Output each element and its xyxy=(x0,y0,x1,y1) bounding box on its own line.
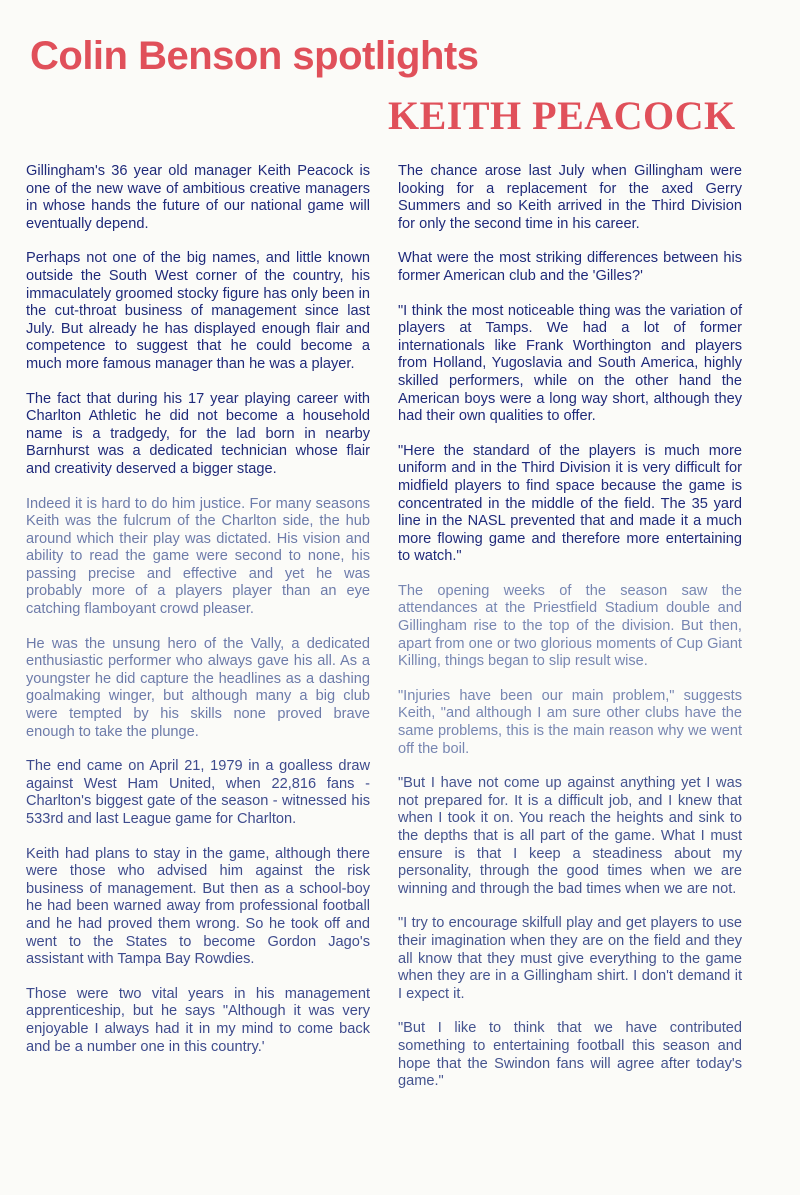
paragraph: He was the unsung hero of the Vally, a dedicated enthusiastic performer who always gave his all. As a youngster he did capture the headlines as a dashing goalmaking winger, but although many a big club were tempted by his skills none proved brave enough to take the plunge. xyxy=(26,635,370,740)
paragraph: "But I like to think that we have contributed something to entertaining football this season and hope that the Swindon fans will agree after today's game." xyxy=(398,1020,742,1090)
paragraph: "Here the standard of the players is much more uniform and in the Third Division it is very difficult for midfield players to find space because the game is concentrated in the middle of the field. The 35 yard line in the NASL prevented that and made it a much more flowing game and therefore more entertaining to watch." xyxy=(398,442,742,565)
paragraph: The chance arose last July when Gillingham were looking for a replacement for the axed Gerry Summers and so Keith arrived in the Third Division for only the second time in his career. xyxy=(398,163,742,232)
paragraph: "But I have not come up against anything yet I was not prepared for. It is a difficult job, and I knew that when I took it on. You reach the heights and sink to the depths that is all part of the game. What I must ensure is that I keep a steadiness about my personality, through the good times when we are winning and through the bad times when we are not. xyxy=(398,775,742,897)
paragraph: Gillingham's 36 year old manager Keith Peacock is one of the new wave of ambitious creative managers in whose hands the future of our national game will eventually depend. xyxy=(26,163,370,232)
article-column-left xyxy=(26,163,370,1073)
paragraph: "Injuries have been our main problem," suggests Keith, "and although I am sure other clubs have the same problems, this is the main reason why we went off the boil. xyxy=(398,687,742,757)
article-column-right xyxy=(398,163,742,1108)
paragraph: "I think the most noticeable thing was the variation of players at Tamps. We had a lot of former internationals like Frank Worthington and players from Holland, Yugoslavia and South America, highly skilled performers, while on the other hand the American boys were a long way short, although they had their own qualities to offer. xyxy=(398,302,742,425)
paragraph: The end came on April 21, 1979 in a goalless draw against West Ham United, when 22,816 fans - Charlton's biggest gate of the season - witnessed his 533rd and last League game for Charlton. xyxy=(26,758,370,827)
paragraph: Indeed it is hard to do him justice. For many seasons Keith was the fulcrum of the Charlton side, the hub around which their play was dictated. His vision and ability to read the game were second to none, his passing precise and effective and yet he was probably more of a players player than an eye catching flamboyant crowd pleaser. xyxy=(26,495,370,618)
paragraph: "I try to encourage skilfull play and get players to use their imagination when they are on the field and they all know that they must give everything to the game when they are in a Gillingham shirt. I don't demand it I expect it. xyxy=(398,915,742,1002)
paragraph: The opening weeks of the season saw the attendances at the Priestfield Stadium double and Gillingham rise to the top of the division. But then, apart from one or two glorious moments of Cup Giant Killing, things began to slip result wise. xyxy=(398,582,742,670)
headline-subject: KEITH PEACOCK xyxy=(388,93,736,138)
paragraph: What were the most striking differences between his former American club and the 'Gilles?' xyxy=(398,250,742,284)
headline-byline: Colin Benson spotlights xyxy=(30,34,479,78)
paragraph: The fact that during his 17 year playing career with Charlton Athletic he did not become a household name is a tradgedy, for the lad born in nearby Barnhurst was a dedicated technician whose flair and creativity deserved a bigger stage. xyxy=(26,390,370,477)
paragraph: Keith had plans to stay in the game, although there were those who advised him against the risk business of management. But then as a school-boy he had been warned away from professional football and he had proved them wrong. So he took off and went to the States to become Gordon Jago's assistant with Tampa Bay Rowdies. xyxy=(26,845,370,968)
paragraph: Perhaps not one of the big names, and little known outside the South West corner of the country, his immaculately groomed stocky figure has only been in the cut-throat business of management since last July. But already he has displayed enough flair and competence to suggest that he could become a much more famous manager than he was a player. xyxy=(26,250,370,372)
paragraph: Those were two vital years in his management apprenticeship, but he says "Although it was very enjoyable I always had it in my mind to come back and be a number one in this country.' xyxy=(26,985,370,1055)
